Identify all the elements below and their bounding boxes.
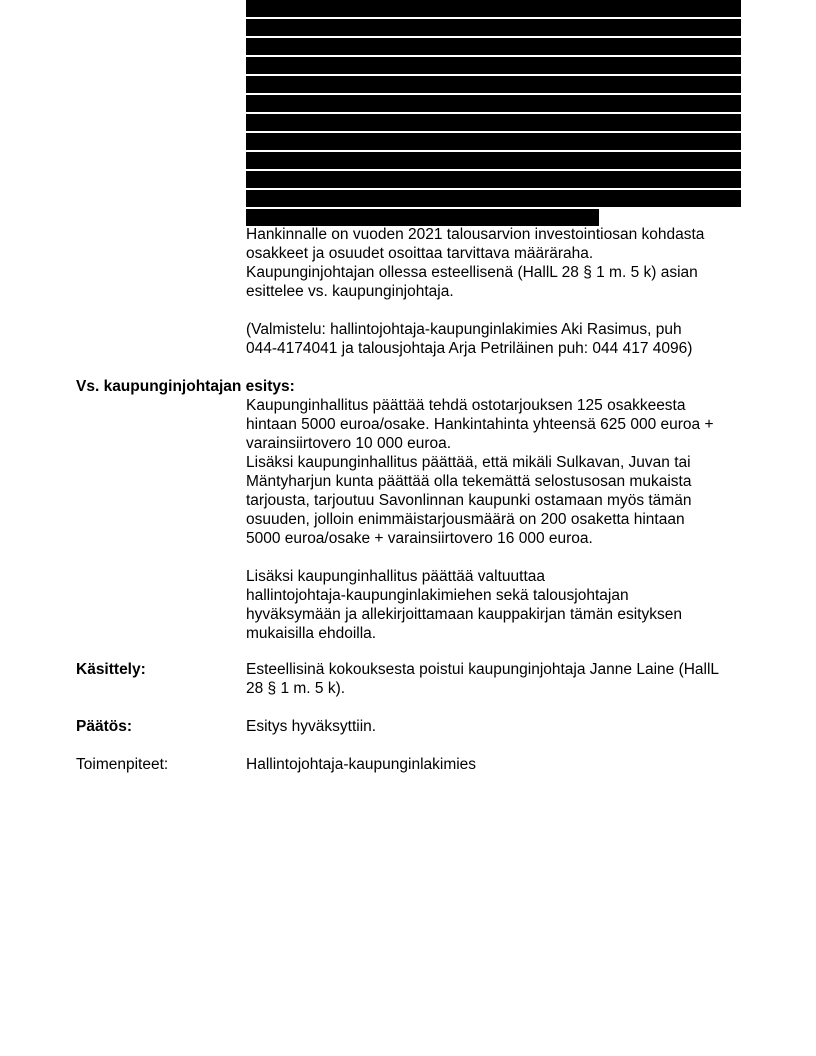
kasittely-line: Esteellisinä kokouksesta poistui kaupunginjohtaja Janne Laine (HallL xyxy=(246,661,720,678)
proposal-line: 5000 euroa/osake + varainsiirtovero 16 000 euroa. xyxy=(246,530,593,547)
kasittely-line: 28 § 1 m. 5 k). xyxy=(246,680,346,697)
proposal-line: varainsiirtovero 10 000 euroa. xyxy=(246,435,452,452)
redaction-bar xyxy=(246,38,741,55)
redaction-bar xyxy=(246,114,741,131)
redaction-bar xyxy=(246,76,741,93)
paatos-text: Esitys hyväksyttiin. xyxy=(246,718,377,735)
toimenpiteet-section xyxy=(246,755,746,774)
proposal-line: hyväksymään ja allekirjoittamaan kauppakirjan tämän esityksen xyxy=(246,606,682,623)
paatos-section xyxy=(246,717,746,736)
proposal-line: Lisäksi kaupunginhallitus päättää, että mikäli Sulkavan, Juvan tai xyxy=(246,454,691,471)
proposal-line: Mäntyharjun kunta päättää olla tekemättä selostusosan mukaista xyxy=(246,473,692,490)
redaction-bar xyxy=(246,133,741,150)
proposal-heading: Vs. kaupunginjohtajan esitys: xyxy=(76,378,295,395)
preparation-line: (Valmistelu: hallintojohtaja-kaupunginlakimies Aki Rasimus, puh xyxy=(246,321,682,338)
redaction-bar xyxy=(246,209,599,226)
proposal-section xyxy=(246,396,746,643)
toimenpiteet-label: Toimenpiteet: xyxy=(76,756,169,773)
redaction-bar xyxy=(246,171,741,188)
intro-line: Hankinnalle on vuoden 2021 talousarvion investointiosan kohdasta xyxy=(246,226,705,243)
redaction-bar xyxy=(246,152,741,169)
proposal-line: hintaan 5000 euroa/osake. Hankintahinta yhteensä 625 000 euroa + xyxy=(246,416,714,433)
redaction-bar xyxy=(246,57,741,74)
proposal-line: Kaupunginhallitus päättää tehdä ostotarjouksen 125 osakkeesta xyxy=(246,397,686,414)
redaction-bar xyxy=(246,95,741,112)
proposal-line: hallintojohtaja-kaupunginlakimiehen sekä talousjohtajan xyxy=(246,587,629,604)
redacted-block xyxy=(246,0,741,228)
paatos-label: Päätös: xyxy=(76,718,132,735)
redaction-bar xyxy=(246,0,741,17)
proposal-line: tarjousta, tarjoutuu Savonlinnan kaupunki ostamaan myös tämän xyxy=(246,492,692,509)
toimenpiteet-text: Hallintojohtaja-kaupunginlakimies xyxy=(246,756,477,773)
kasittely-label: Käsittely: xyxy=(76,661,146,678)
intro-line: osakkeet ja osuudet osoittaa tarvittava määräraha. xyxy=(246,245,594,262)
redaction-bar xyxy=(246,190,741,207)
intro-line: esittelee vs. kaupunginjohtaja. xyxy=(246,283,454,300)
redaction-bar xyxy=(246,19,741,36)
preparation-line: 044-4174041 ja talousjohtaja Arja Petriläinen puh: 044 417 4096) xyxy=(246,340,693,357)
intro-line: Kaupunginjohtajan ollessa esteellisenä (HallL 28 § 1 m. 5 k) asian xyxy=(246,264,698,281)
proposal-line: mukaisilla ehdoilla. xyxy=(246,625,377,642)
kasittely-section xyxy=(246,660,746,698)
intro-section xyxy=(246,225,746,358)
proposal-line: Lisäksi kaupunginhallitus päättää valtuuttaa xyxy=(246,568,546,585)
proposal-line: osuuden, jolloin enimmäistarjousmäärä on 200 osaketta hintaan xyxy=(246,511,685,528)
